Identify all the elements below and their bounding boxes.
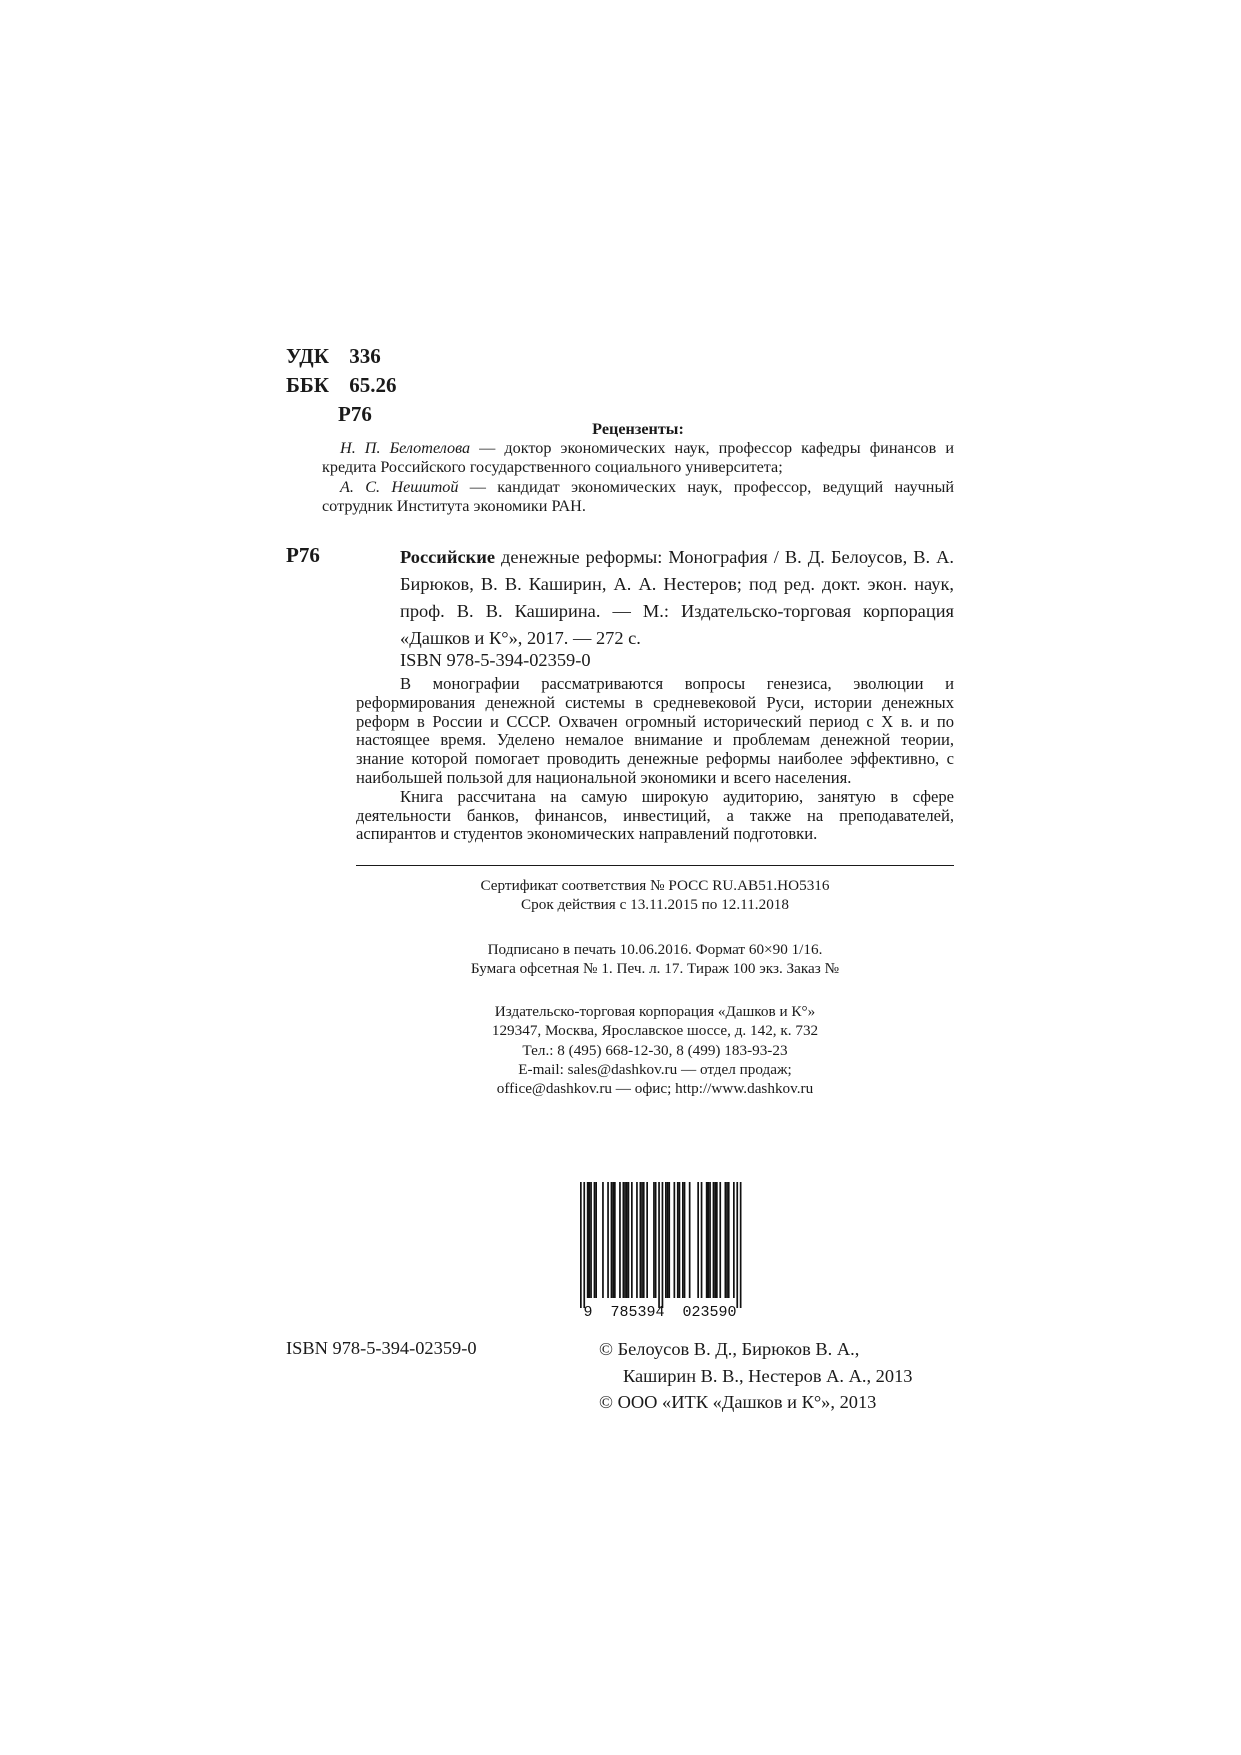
bibliographic-description — [400, 544, 954, 652]
barcode-bar — [679, 1182, 681, 1298]
copyright-block — [599, 1336, 912, 1416]
barcode-bar — [602, 1182, 604, 1298]
barcode-bar — [701, 1182, 703, 1298]
barcode-bar — [677, 1182, 679, 1298]
barcode-bar — [631, 1182, 633, 1298]
publisher-block — [356, 1002, 954, 1098]
separator-rule — [356, 865, 954, 866]
barcode-bar — [714, 1182, 716, 1298]
print-info-block — [356, 940, 954, 979]
annotation-block — [356, 675, 954, 844]
barcode-bar — [674, 1182, 676, 1298]
barcode-bar — [667, 1182, 669, 1298]
certificate-block — [356, 876, 954, 915]
barcode-bar — [725, 1182, 727, 1298]
barcode-bar — [646, 1182, 648, 1298]
barcode-bar — [626, 1182, 628, 1298]
reviewer-item — [322, 478, 954, 516]
barcode-bar — [583, 1182, 585, 1308]
barcode-bar — [668, 1182, 670, 1298]
print-paper-run: Бумага офсетная № 1. Печ. л. 17. Тираж 100 экз. Заказ № — [470, 960, 840, 978]
barcode-bar — [607, 1182, 609, 1298]
reviewer-name: А. С. Нешитой — [340, 477, 459, 496]
copyright-publisher: © ООО «ИТК «Дашков и К°», 2013 — [599, 1392, 877, 1412]
barcode-bar — [719, 1182, 721, 1298]
barcode-bar — [708, 1182, 710, 1298]
bbk-row — [286, 371, 397, 400]
barcode-bar — [736, 1182, 738, 1308]
barcode-bars — [580, 1182, 742, 1308]
certificate-number: Сертификат соответствия № РОСС RU.AB51.HO5316 — [480, 877, 830, 894]
footer-isbn: ISBN 978-5-394-02359-0 — [286, 1338, 477, 1358]
udk-label: УДК — [286, 344, 329, 368]
reviewer-description: — кандидат экономических наук, профессор, ведущий научный сотрудник Института экономики РАН. — [322, 477, 954, 515]
barcode-bar — [594, 1182, 596, 1298]
classification-codes — [286, 342, 397, 429]
barcode-bar — [658, 1182, 660, 1308]
barcode-bar — [643, 1182, 645, 1298]
barcode-bar — [726, 1182, 728, 1298]
barcode-bar — [612, 1182, 614, 1298]
barcode-bar — [665, 1182, 667, 1298]
annotation-paragraph: В монографии рассматриваются вопросы генезиса, эволюции и реформирования денежной системы в средневековой Руси, истории денежных реформ в России и СССР. Охвачен огромный исторический период с X в. и по настоящее время. Уделено немалое внимание и проблемам денежной теории, знание которой помогает проводить денежные реформы наиболее эффективно, с наибольшей пользой для национальной экономики и всего населения. — [356, 674, 954, 787]
barcode-bar — [653, 1182, 655, 1298]
barcode-bar — [641, 1182, 643, 1298]
barcode-bar — [619, 1182, 621, 1298]
reviewer-item — [322, 439, 954, 477]
barcode-bar — [623, 1182, 625, 1298]
copyright-authors-cont: Каширин В. В., Нестеров А. А., 2013 — [623, 1365, 913, 1386]
udk-row — [286, 342, 397, 371]
annotation-paragraph: Книга рассчитана на самую широкую аудиторию, занятую в сфере деятельности банков, финансов, инвестиций, а также на преподавателей, аспирантов и студентов экономических направлений подготовки. — [356, 786, 954, 844]
udk-value: 336 — [349, 344, 381, 368]
barcode-bar — [709, 1182, 711, 1298]
print-signed-format: Подписано в печать 10.06.2016. Формат 60×90 1/16. — [487, 941, 823, 958]
barcode-bar — [614, 1182, 616, 1298]
reviewer-description: — доктор экономических наук, профессор кафедры финансов и кредита Российского государственного социального университета; — [322, 439, 955, 477]
catalog-entry-code: Р76 — [286, 543, 320, 567]
barcode-bar — [684, 1182, 686, 1298]
entry-isbn: ISBN 978-5-394-02359-0 — [400, 650, 591, 670]
publisher-address: 129347, Москва, Ярославское шоссе, д. 142, к. 732 — [491, 1022, 819, 1040]
certificate-validity: Срок действия с 13.11.2015 по 12.11.2018 — [521, 896, 789, 914]
barcode-bar — [628, 1182, 630, 1298]
barcode-bar — [733, 1182, 735, 1298]
barcode-bar — [587, 1182, 589, 1298]
reviewer-name: Н. П. Белотелова — [340, 439, 471, 458]
barcode-bar — [624, 1182, 626, 1298]
barcode-bar — [589, 1182, 591, 1298]
reviewers-block — [322, 420, 954, 516]
barcode-bar — [740, 1182, 742, 1308]
bibliographic-text: денежные реформы: Монография / В. Д. Белоусов, В. А. Бирюков, В. В. Каширин, А. А. Нестеров; под ред. докт. экон. наук, проф. В. В. Каширина. — М.: Издательско-торговая корпорация «Дашков и К°», 2017. — 272 с. — [400, 547, 954, 648]
barcode-bar — [697, 1182, 699, 1298]
barcode-bar — [640, 1182, 642, 1298]
barcode-bar — [636, 1182, 638, 1298]
publisher-name: Издательско-торговая корпорация «Дашков и К°» — [494, 1003, 816, 1020]
author-mark: Р76 — [338, 402, 372, 426]
publisher-phone: Тел.: 8 (495) 668-12-30, 8 (499) 183-93-23 — [522, 1041, 788, 1059]
barcode-bar — [682, 1182, 684, 1298]
bbk-value: 65.26 — [349, 373, 397, 397]
barcode-bar — [590, 1182, 592, 1298]
publisher-office-web: office@dashkov.ru — офис; http://www.dashkov.ru — [496, 1080, 814, 1098]
barcode-bar — [662, 1182, 664, 1308]
barcode-bar — [716, 1182, 718, 1298]
copyright-authors: © Белоусов В. Д., Бирюков В. А., — [599, 1339, 860, 1359]
isbn-barcode — [569, 1182, 751, 1320]
barcode-bar — [611, 1182, 613, 1298]
barcode-bar — [706, 1182, 708, 1298]
bbk-label: ББК — [286, 373, 329, 397]
barcode-digits: 9 785394 023590 — [583, 1304, 737, 1320]
barcode-bar — [713, 1182, 715, 1298]
barcode-bar — [595, 1182, 597, 1298]
barcode-bar — [655, 1182, 657, 1298]
barcode-bar — [580, 1182, 582, 1308]
book-title: Российские — [400, 547, 496, 567]
reviewers-heading: Рецензенты: — [592, 420, 684, 438]
barcode-bar — [689, 1182, 691, 1298]
barcode-bar — [728, 1182, 730, 1298]
publisher-email: E-mail: sales@dashkov.ru — отдел продаж; — [518, 1060, 792, 1078]
